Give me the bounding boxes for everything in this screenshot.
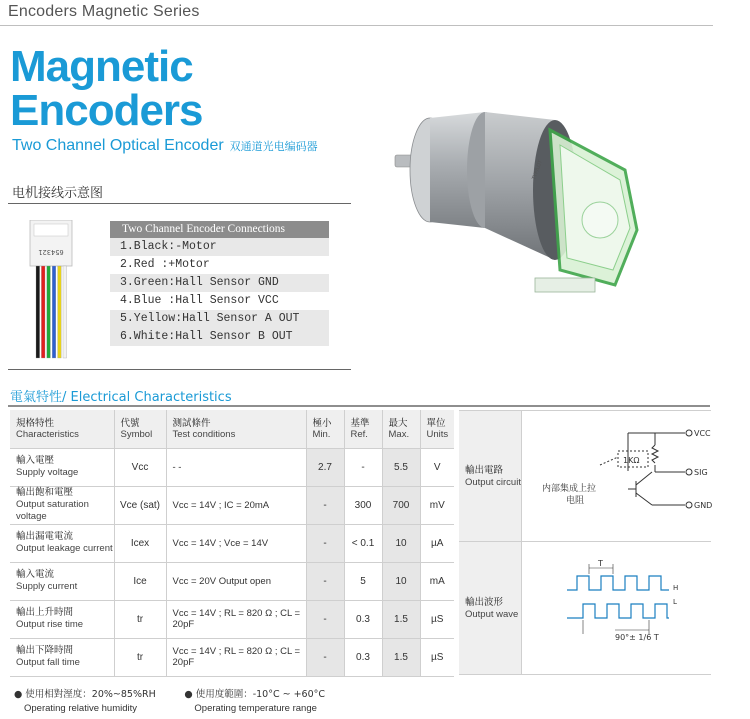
row-label-en: Supply voltage (16, 467, 79, 478)
wave-phase-label: 90°± 1/6 T (615, 633, 659, 642)
wire-blue (52, 266, 56, 358)
wave-period-label: T (598, 560, 603, 568)
electrical-spec-table (10, 410, 454, 677)
row-max: 1.5 (382, 638, 420, 676)
row-label-cn: 輸出漏電電流 (16, 531, 74, 542)
connection-row-4: 4.Blue :Hall Sensor VCC (120, 294, 279, 307)
header-characteristics: 規格特性 Characteristics (10, 410, 114, 448)
wire-black (36, 266, 40, 358)
electrical-section-title: 電氣特性/ Electrical Characteristics (10, 390, 232, 405)
footnotes (14, 688, 351, 716)
electrical-divider (8, 405, 710, 407)
row-ref: 5 (344, 562, 382, 600)
row-symbol: Icex (114, 524, 166, 562)
gnd-label: GND (694, 501, 713, 510)
row-label-en: Output rise time (16, 619, 84, 630)
row-condition: Vcc = 14V ; RL = 820 Ω ; CL = 20pF (166, 600, 306, 638)
spec-row-supply-voltage (10, 448, 454, 486)
pullup-note-line2: 电阻 (566, 496, 585, 506)
row-condition: Vcc = 14V ; RL = 820 Ω ; CL = 20pF (166, 638, 306, 676)
row-symbol: Vcc (114, 448, 166, 486)
header-units: 單位 Units (420, 410, 454, 448)
row-symbol: tr (114, 600, 166, 638)
hero-title-line2: Encoders (10, 86, 203, 135)
series-title: Encoders Magnetic Series (8, 3, 200, 20)
output-circuit-label: 輸出電路 Output circuit (465, 465, 521, 488)
row-label-cn: 輸入電流 (16, 569, 55, 580)
header-test-conditions: 测試條件 Test conditions (166, 410, 306, 448)
row-max: 10 (382, 562, 420, 600)
row-ref: 0.3 (344, 638, 382, 676)
vcc-label: VCC (694, 429, 711, 438)
motor-product-image (385, 110, 685, 320)
connector-pin-numbers: 654321 (38, 248, 64, 256)
row-unit: µS (420, 600, 454, 638)
output-circuit-diagram (540, 425, 715, 525)
row-symbol: Ice (114, 562, 166, 600)
header-min: 極小 Min. (306, 410, 344, 448)
wiring-divider-bottom (8, 369, 351, 370)
row-min: - (306, 486, 344, 524)
connection-row-3: 3.Green:Hall Sensor GND (110, 274, 329, 292)
spec-row-output-leakage-current (10, 524, 454, 562)
row-max: 1.5 (382, 600, 420, 638)
encoder-cable-image (28, 220, 78, 360)
row-symbol: Vce (sat) (114, 486, 166, 524)
row-label-en: Supply current (16, 581, 78, 592)
connection-row-5: 5.Yellow:Hall Sensor A OUT (110, 310, 329, 328)
pullup-note-line1: 内部集成上拉 (542, 484, 597, 494)
connection-row-2: 2.Red :+Motor (120, 258, 210, 271)
row-condition: Vcc = 20V Output open (166, 562, 306, 600)
wave-low-label: L (673, 598, 677, 606)
row-unit: µA (420, 524, 454, 562)
row-unit: mV (420, 486, 454, 524)
row-ref: 0.3 (344, 600, 382, 638)
row-unit: µS (420, 638, 454, 676)
spec-row-output-saturation-voltage (10, 486, 454, 524)
connection-row-1: 1.Black:-Motor (110, 238, 329, 256)
header-ref: 基準 Ref. (344, 410, 382, 448)
row-max: 700 (382, 486, 420, 524)
row-ref: < 0.1 (344, 524, 382, 562)
row-label-cn: 輸出飽和電壓 (16, 487, 74, 498)
row-min: - (306, 562, 344, 600)
output-label-column (459, 411, 521, 675)
row-label-en: Output saturation voltage (16, 499, 89, 522)
header-max: 最大 Max. (382, 410, 420, 448)
connections-table-header: Two Channel Encoder Connections (110, 221, 329, 238)
output-wave-label: 輸出波形 Output wave (465, 597, 519, 620)
encoder-connections-table (110, 221, 329, 346)
row-condition: Vcc = 14V ; Vce = 14V (166, 524, 306, 562)
top-divider (0, 25, 713, 26)
wire-yellow (58, 266, 62, 358)
spec-row-output-rise-time (10, 600, 454, 638)
row-max: 5.5 (382, 448, 420, 486)
row-min: 2.7 (306, 448, 344, 486)
subtitle-english: Two Channel Optical Encoder (12, 137, 224, 154)
connection-row-6: 6.White:Hall Sensor B OUT (110, 328, 329, 346)
wire-red (41, 266, 45, 358)
row-label-cn: 輸入電壓 (16, 455, 55, 466)
spec-row-supply-current (10, 562, 454, 600)
subtitle-chinese: 双通道光电编码器 (229, 140, 318, 153)
footnote-humidity: ● 使用相對溼度：20%~85%RH Operating relative humidity (14, 689, 156, 714)
row-label-en: Output leakage current (16, 543, 113, 554)
wiring-divider-top (8, 203, 351, 204)
spec-row-output-fall-time (10, 638, 454, 676)
row-ref: 300 (344, 486, 382, 524)
row-condition: Vcc = 14V ; IC = 20mA (166, 486, 306, 524)
output-panel-bottom-rule (459, 674, 711, 675)
hero-title-line1: Magnetic (10, 42, 193, 91)
row-unit: mA (420, 562, 454, 600)
row-symbol: tr (114, 638, 166, 676)
output-panel-divider (459, 541, 711, 542)
row-label-cn: 輸出下降時間 (16, 645, 74, 656)
row-ref: - (344, 448, 382, 486)
footnote-temperature: ● 使用度範圍：-10°C ~ +60°C Operating temperature range (184, 689, 326, 714)
sig-label: SIG (694, 468, 708, 477)
spec-table-header (10, 410, 454, 448)
row-min: - (306, 600, 344, 638)
wiring-diagram-title: 电机接线示意图 (12, 186, 104, 201)
row-unit: V (420, 448, 454, 486)
row-condition: - - (166, 448, 306, 486)
row-min: - (306, 524, 344, 562)
wire-green (47, 266, 51, 358)
row-min: - (306, 638, 344, 676)
hero-subtitle (12, 137, 318, 155)
svg-text:TYP/LOT: TYP/LOT (531, 159, 544, 181)
wire-white (63, 266, 67, 358)
row-max: 10 (382, 524, 420, 562)
output-panel-divider-vertical (521, 411, 522, 675)
row-label-en: Output fall time (16, 657, 80, 668)
header-symbol: 代號 Symbol (114, 410, 166, 448)
resistor-label: 1KΩ (623, 456, 640, 465)
row-label-cn: 輸出上升時間 (16, 607, 74, 618)
output-wave-diagram (565, 560, 685, 645)
wave-high-label: H (673, 584, 679, 592)
